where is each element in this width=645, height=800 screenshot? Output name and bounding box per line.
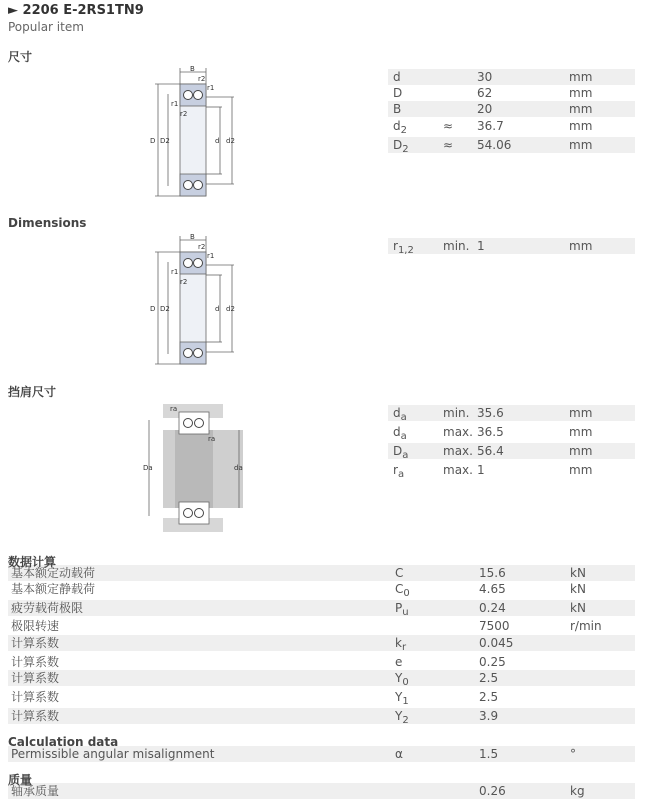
- calc-row: [8, 600, 635, 616]
- svg-text:r2: r2: [198, 75, 206, 83]
- dim-B: B: [190, 65, 195, 73]
- spec-row: [388, 137, 635, 153]
- value: 1: [477, 463, 485, 477]
- calc-row: [8, 783, 635, 799]
- value: 0.25: [479, 655, 506, 669]
- symbol-subscript: a: [400, 412, 407, 423]
- value: 0.045: [479, 636, 514, 650]
- bearing-drawing-2: [140, 230, 250, 370]
- dim-d: d: [215, 137, 220, 145]
- value: 30: [477, 70, 493, 84]
- symbol-subscript: 2: [400, 125, 407, 136]
- value: 2.5: [479, 690, 499, 704]
- symbol: [393, 118, 407, 134]
- symbol: [395, 581, 410, 597]
- spec-row: [388, 69, 635, 85]
- unit: kN: [570, 601, 586, 615]
- symbol-subscript: 2: [402, 144, 409, 155]
- calc-label: 计算系数: [11, 709, 60, 723]
- symbol: [395, 635, 406, 651]
- dim-D: D: [150, 137, 156, 145]
- symbol: [393, 69, 401, 85]
- symbol: [393, 101, 401, 117]
- calc-label: 基本额定动载荷: [11, 566, 96, 580]
- svg-text:r2: r2: [198, 243, 206, 251]
- product-title: ► 2206 E-2RS1TN9: [8, 3, 144, 18]
- value: 36.7: [477, 119, 504, 133]
- svg-text:r2: r2: [180, 278, 188, 286]
- symbol: [393, 462, 404, 478]
- symbol: [395, 670, 409, 686]
- value: 35.6: [477, 406, 504, 420]
- unit: mm: [569, 444, 593, 458]
- svg-text:r1: r1: [171, 100, 179, 108]
- calc-label: Permissible angular misalignment: [11, 747, 215, 761]
- symbol: [393, 443, 408, 459]
- calc-label: 基本额定静载荷: [11, 582, 96, 596]
- symbol-text: r: [393, 239, 398, 253]
- unit: mm: [569, 138, 593, 152]
- symbol-text: r: [393, 463, 398, 477]
- section-abutment-cn: 挡肩尺寸: [8, 385, 57, 399]
- spec-row: [388, 462, 635, 478]
- unit: °: [570, 747, 576, 761]
- calc-label: 极限转速: [11, 619, 60, 633]
- symbol: [395, 600, 409, 616]
- qualifier: max.: [443, 444, 473, 458]
- value: 0.24: [479, 601, 506, 615]
- value: 20: [477, 102, 493, 116]
- unit: kg: [570, 784, 585, 798]
- symbol-text: α: [395, 747, 403, 761]
- calc-row: [8, 618, 635, 634]
- value: 1.5: [479, 747, 499, 761]
- calc-label: 计算系数: [11, 690, 60, 704]
- calc-row: [8, 581, 635, 597]
- unit: mm: [569, 425, 593, 439]
- section-calc-cn: 数据计算: [8, 555, 57, 569]
- unit: mm: [569, 102, 593, 116]
- value: 2.5: [479, 671, 499, 685]
- svg-text:d2: d2: [226, 305, 235, 313]
- symbol-subscript: 1,2: [397, 245, 414, 256]
- calc-label: 疲劳载荷极限: [11, 601, 84, 615]
- symbol-subscript: a: [397, 469, 405, 480]
- symbol-text: C: [395, 566, 404, 580]
- svg-text:D: D: [150, 305, 156, 313]
- symbol-subscript: 0: [403, 588, 410, 599]
- calc-row: [8, 708, 635, 724]
- symbol: [395, 746, 403, 762]
- symbol-text: d: [393, 406, 401, 420]
- svg-text:r1: r1: [207, 252, 215, 260]
- svg-text:D2: D2: [160, 305, 170, 313]
- calc-row: [8, 670, 635, 686]
- value: 1: [477, 239, 485, 253]
- symbol: [393, 424, 407, 440]
- unit: mm: [569, 239, 593, 253]
- spec-row: [388, 238, 635, 254]
- symbol: [395, 654, 402, 670]
- symbol-subscript: a: [402, 450, 409, 461]
- bearing-drawing-1: [140, 62, 250, 202]
- dim-D2: D2: [160, 137, 170, 145]
- unit: mm: [569, 406, 593, 420]
- dim-d2: d2: [226, 137, 235, 145]
- unit: mm: [569, 70, 593, 84]
- svg-text:d: d: [215, 305, 220, 313]
- calc-label: 计算系数: [11, 655, 60, 669]
- calc-row: [8, 689, 635, 705]
- qualifier: max.: [443, 425, 473, 439]
- symbol-text: D: [393, 138, 403, 152]
- calc-label: 计算系数: [11, 636, 60, 650]
- section-calc-en: Calculation data: [8, 735, 119, 749]
- value: 3.9: [479, 709, 499, 723]
- spec-row: [388, 101, 635, 117]
- symbol-text: Y: [395, 709, 403, 723]
- spec-row: [388, 424, 635, 440]
- section-dimensions-en: Dimensions: [8, 216, 87, 230]
- dim-da: da: [234, 464, 243, 472]
- qualifier: min.: [443, 239, 470, 253]
- symbol-subscript: 0: [402, 677, 409, 688]
- calc-label: 计算系数: [11, 671, 60, 685]
- section-mass-cn: 质量: [8, 773, 33, 787]
- value: 15.6: [479, 566, 506, 580]
- svg-text:B: B: [190, 233, 195, 241]
- symbol-text: D: [393, 86, 403, 100]
- value: 56.4: [477, 444, 504, 458]
- unit: mm: [569, 463, 593, 477]
- symbol: [393, 405, 407, 421]
- symbol: [393, 238, 414, 254]
- value: 54.06: [477, 138, 512, 152]
- qualifier: min.: [443, 406, 470, 420]
- popular-item-label: Popular item: [8, 20, 84, 34]
- symbol: [395, 689, 409, 705]
- symbol-subscript: r: [401, 642, 407, 653]
- symbol-text: Y: [395, 671, 403, 685]
- calc-row: [8, 565, 635, 581]
- value: 7500: [479, 619, 510, 633]
- symbol-text: d: [393, 70, 401, 84]
- symbol-subscript: 1: [402, 696, 409, 707]
- symbol-text: d: [393, 119, 401, 133]
- value: 36.5: [477, 425, 504, 439]
- svg-text:r1: r1: [207, 84, 215, 92]
- symbol-text: B: [393, 102, 402, 116]
- svg-text:ra: ra: [208, 435, 216, 443]
- qualifier: max.: [443, 463, 473, 477]
- value: 62: [477, 86, 493, 100]
- svg-text:r1: r1: [171, 268, 179, 276]
- qualifier: ≈: [443, 138, 454, 152]
- symbol-text: D: [393, 444, 403, 458]
- unit: mm: [569, 86, 593, 100]
- unit: r/min: [570, 619, 602, 633]
- dim-ra: ra: [170, 405, 178, 413]
- symbol: [395, 708, 409, 724]
- symbol: [393, 85, 402, 101]
- value: 4.65: [479, 582, 506, 596]
- unit: kN: [570, 582, 586, 596]
- abutment-drawing: [135, 400, 255, 540]
- spec-row: [388, 443, 635, 459]
- symbol-text: C: [395, 582, 404, 596]
- calc-row: [8, 654, 635, 670]
- spec-row: [388, 85, 635, 101]
- symbol-text: e: [395, 655, 403, 669]
- svg-text:r2: r2: [180, 110, 188, 118]
- symbol-text: k: [395, 636, 402, 650]
- symbol: [395, 565, 403, 581]
- unit: kN: [570, 566, 586, 580]
- dim-Da: Da: [143, 464, 153, 472]
- symbol-subscript: u: [402, 607, 409, 618]
- calc-row: [8, 635, 635, 651]
- spec-row: [388, 118, 635, 134]
- section-dimensions-cn: 尺寸: [8, 50, 33, 64]
- symbol-subscript: 2: [402, 715, 409, 726]
- symbol: [393, 137, 409, 153]
- symbol-text: P: [395, 601, 403, 615]
- value: 0.26: [479, 784, 506, 798]
- qualifier: ≈: [443, 119, 454, 133]
- symbol-subscript: a: [400, 431, 407, 442]
- spec-row: [388, 405, 635, 421]
- unit: mm: [569, 119, 593, 133]
- symbol-text: Y: [395, 690, 403, 704]
- calc-label: 轴承质量: [11, 784, 60, 798]
- symbol-text: d: [393, 425, 401, 439]
